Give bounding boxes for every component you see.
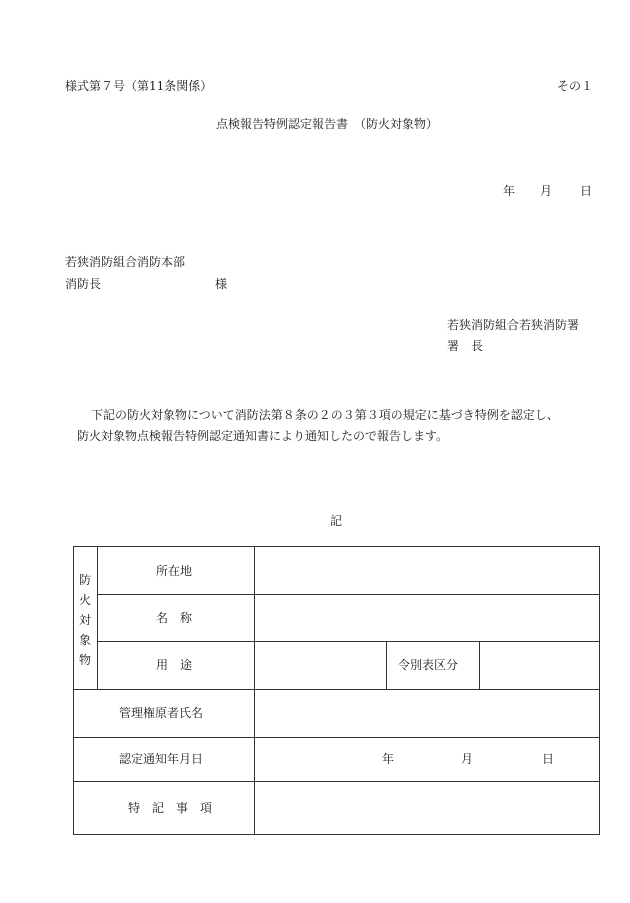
name-label: 名 称 xyxy=(156,611,193,625)
group-label-char: 防 xyxy=(78,573,91,587)
owner-label: 管理権原者氏名 xyxy=(119,706,204,720)
body-text-line2: 防火対象物点検報告特例認定通知書により通知したので報告します。 xyxy=(77,429,449,443)
addressee-title: 消防長 xyxy=(65,277,102,291)
group-label-char: 対 xyxy=(78,613,91,627)
sender-organization: 若狭消防組合若狭消防署 xyxy=(447,318,580,332)
report-form-table xyxy=(73,546,600,835)
usage-label: 用 途 xyxy=(156,658,193,672)
group-label-char: 物 xyxy=(78,653,91,667)
category-label: 令別表区分 xyxy=(398,658,459,672)
group-label-char: 火 xyxy=(78,593,91,607)
date-day-label: 日 xyxy=(580,184,593,198)
cert-day-label: 日 xyxy=(542,752,555,766)
cert-month-label: 月 xyxy=(461,752,474,766)
group-label-char: 象 xyxy=(78,633,91,647)
date-year-label: 年 xyxy=(503,184,516,198)
addressee-organization: 若狭消防組合消防本部 xyxy=(65,255,186,269)
sender-title: 署 長 xyxy=(447,339,484,353)
body-text-line1: 下記の防火対象物について消防法第８条の２の３第３項の規定に基づき特例を認定し、 xyxy=(91,408,559,422)
ki-label: 記 xyxy=(330,514,343,528)
date-month-label: 月 xyxy=(540,184,553,198)
remarks-label: 特 記 事 項 xyxy=(128,801,213,815)
addressee-honorific: 様 xyxy=(215,277,228,291)
location-label: 所在地 xyxy=(156,564,193,578)
form-number: 様式第７号（第11条関係） xyxy=(65,79,213,93)
page-label: その１ xyxy=(557,79,594,93)
cert-year-label: 年 xyxy=(382,752,395,766)
document-title: 点検報告特例認定報告書 （防火対象物） xyxy=(216,117,439,131)
cert-date-label: 認定通知年月日 xyxy=(119,752,204,766)
